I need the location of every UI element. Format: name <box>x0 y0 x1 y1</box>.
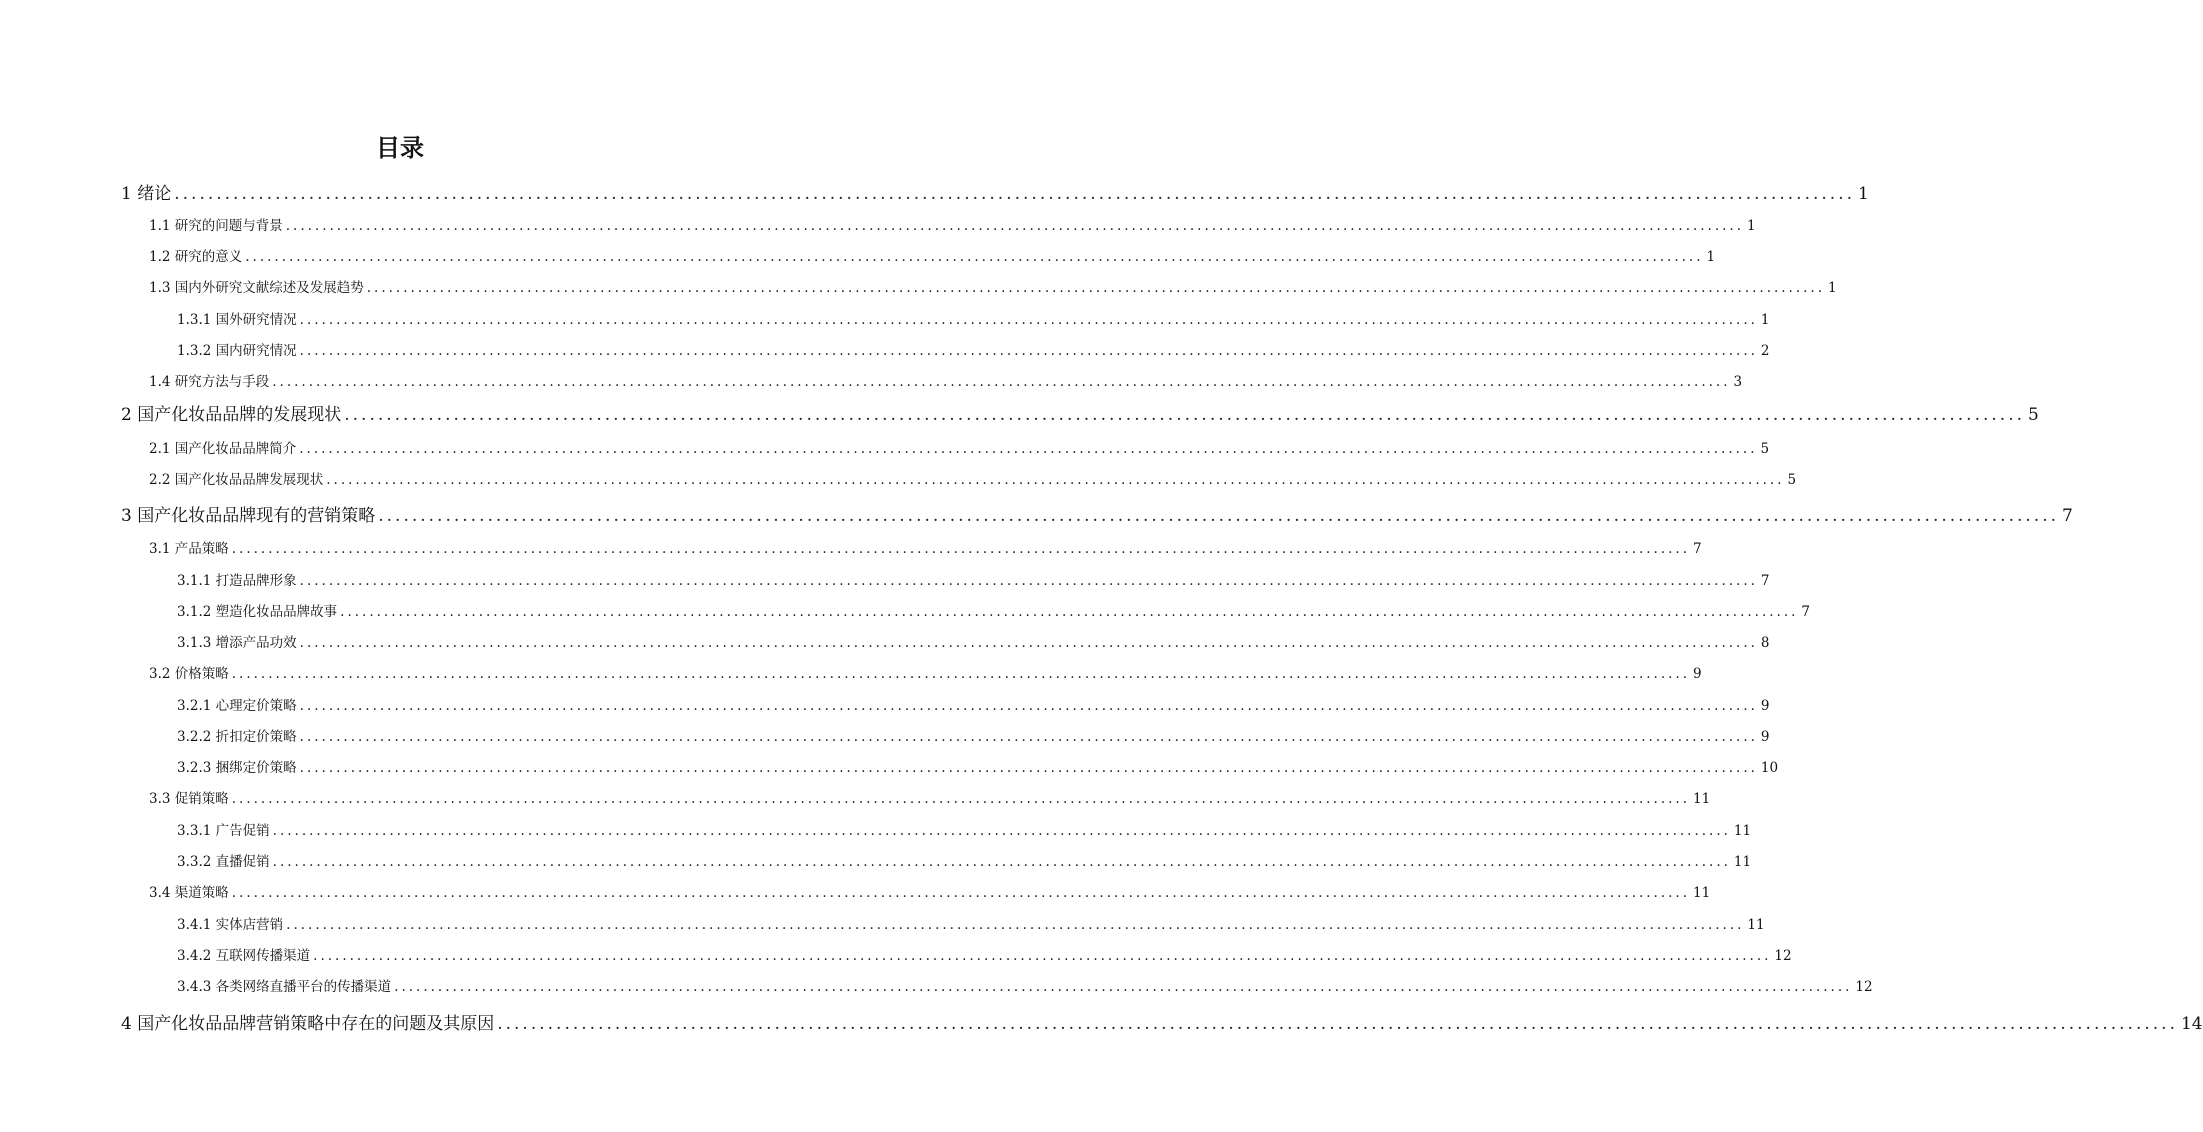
toc-entry[interactable] <box>149 370 1743 390</box>
toc-entry[interactable] <box>149 537 1702 557</box>
toc-page-number: 5 <box>2028 405 2039 425</box>
toc-page-number: 12 <box>1774 948 1792 964</box>
toc-leader-dots: ........................................................................................................................................................................................................ <box>326 472 1785 488</box>
toc-leader-dots: ........................................................................................................................................................................................................ <box>231 541 1691 557</box>
toc-entry[interactable] <box>149 787 1711 807</box>
toc-entry-label: 3.4.1 实体店营销 <box>177 917 284 933</box>
toc-page-number: 2 <box>1760 343 1770 359</box>
toc-entry[interactable] <box>149 245 1716 265</box>
toc-entry[interactable] <box>149 437 1770 457</box>
toc-leader-dots: ........................................................................................................................................................................................................ <box>245 249 1704 265</box>
toc-entry[interactable] <box>177 944 1792 964</box>
toc-entry[interactable] <box>149 881 1711 901</box>
toc-page-number: 3 <box>1733 374 1743 390</box>
toc-page-number: 7 <box>1760 573 1770 589</box>
toc-page-number: 9 <box>1760 698 1770 714</box>
toc-page-number: 5 <box>1787 472 1797 488</box>
toc-page-number: 1 <box>1858 184 1869 204</box>
toc-page-number: 10 <box>1760 760 1779 776</box>
toc-entry[interactable] <box>121 401 2039 425</box>
toc-entry-label: 1.3.2 国内研究情况 <box>177 343 297 359</box>
toc-leader-dots: ........................................................................................................................................................................................................ <box>174 184 1855 204</box>
toc-entry[interactable] <box>149 276 1837 296</box>
toc-entry[interactable] <box>121 1010 2203 1034</box>
toc-leader-dots: ........................................................................................................................................................................................................ <box>366 280 1826 296</box>
toc-entry[interactable] <box>177 569 1770 589</box>
toc-entry-label: 3.2 价格策略 <box>149 666 229 682</box>
toc-page-number: 8 <box>1760 635 1770 651</box>
toc-leader-dots: ........................................................................................................................................................................................................ <box>344 405 2025 425</box>
toc-leader-dots: ........................................................................................................................................................................................................ <box>497 1014 2178 1034</box>
toc-leader-dots: ........................................................................................................................................................................................................ <box>231 791 1691 807</box>
toc-entry-label: 3.1.2 塑造化妆品品牌故事 <box>177 604 338 620</box>
toc-entry-label: 3.3 促销策略 <box>149 791 229 807</box>
toc-entry[interactable] <box>177 339 1770 359</box>
toc-page-number: 9 <box>1693 666 1702 682</box>
toc-entry[interactable] <box>149 468 1797 488</box>
toc-entry[interactable] <box>177 694 1770 714</box>
toc-entry-label: 3 国产化妆品品牌现有的营销策略 <box>121 506 376 526</box>
toc-leader-dots: ........................................................................................................................................................................................................ <box>340 604 1799 620</box>
toc-entry[interactable] <box>177 756 1779 776</box>
toc-entry-label: 3.2.2 折扣定价策略 <box>177 729 297 745</box>
toc-entry[interactable] <box>177 725 1770 745</box>
toc-entry-label: 3.4.2 互联网传播渠道 <box>177 948 311 964</box>
toc-entry[interactable] <box>177 631 1770 651</box>
toc-leader-dots: ........................................................................................................................................................................................................ <box>299 760 1758 776</box>
toc-page-number: 11 <box>1693 791 1711 807</box>
toc-page-number: 5 <box>1760 441 1770 457</box>
toc-page-number: 9 <box>1760 729 1770 745</box>
toc-entry-label: 3.2.3 捆绑定价策略 <box>177 760 297 776</box>
toc-page-number: 11 <box>1733 854 1752 870</box>
toc-page-number: 14 <box>2180 1014 2203 1034</box>
toc-leader-dots: ........................................................................................................................................................................................................ <box>286 917 1745 933</box>
toc-entry-label: 3.4.3 各类网络直播平台的传播渠道 <box>177 979 392 995</box>
toc-entry-label: 1.3.1 国外研究情况 <box>177 312 297 328</box>
toc-leader-dots: ........................................................................................................................................................................................................ <box>231 885 1691 901</box>
toc-leader-dots: ........................................................................................................................................................................................................ <box>272 854 1731 870</box>
toc-entry-label: 3.3.2 直播促销 <box>177 854 270 870</box>
toc-entry-label: 2 国产化妆品品牌的发展现状 <box>121 405 342 425</box>
toc-entry[interactable] <box>121 502 2073 526</box>
toc-entry-label: 3.3.1 广告促销 <box>177 823 270 839</box>
toc-entry-label: 2.2 国产化妆品品牌发展现状 <box>149 472 324 488</box>
toc-entry-label: 3.4 渠道策略 <box>149 885 229 901</box>
toc-entry-label: 1.3 国内外研究文献综述及发展趋势 <box>149 280 364 296</box>
toc-entry[interactable] <box>177 913 1765 933</box>
toc-leader-dots: ........................................................................................................................................................................................................ <box>299 441 1758 457</box>
toc-page-number: 7 <box>1693 541 1702 557</box>
toc-page-number: 7 <box>1801 604 1811 620</box>
toc-page-number: 1 <box>1747 218 1756 234</box>
toc-page-number: 11 <box>1693 885 1711 901</box>
toc-entry-label: 1.4 研究方法与手段 <box>149 374 270 390</box>
toc-leader-dots: ........................................................................................................................................................................................................ <box>299 698 1758 714</box>
toc-entry-label: 1 绪论 <box>121 184 172 204</box>
toc-entry-label: 3.1.1 打造品牌形象 <box>177 573 297 589</box>
toc-leader-dots: ........................................................................................................................................................................................................ <box>299 573 1758 589</box>
toc-leader-dots: ........................................................................................................................................................................................................ <box>285 218 1745 234</box>
toc-leader-dots: ........................................................................................................................................................................................................ <box>299 635 1758 651</box>
toc-entry[interactable] <box>149 662 1702 682</box>
toc-entry-label: 3.2.1 心理定价策略 <box>177 698 297 714</box>
toc-entry[interactable] <box>177 308 1770 328</box>
toc-entry[interactable] <box>121 180 1869 204</box>
toc-page-number: 1 <box>1760 312 1770 328</box>
toc-entry-label: 1.2 研究的意义 <box>149 249 243 265</box>
toc-entry-label: 4 国产化妆品品牌营销策略中存在的问题及其原因 <box>121 1014 495 1034</box>
toc-leader-dots: ........................................................................................................................................................................................................ <box>394 979 1853 995</box>
toc-page-number: 1 <box>1828 280 1837 296</box>
toc-page-number: 11 <box>1733 823 1752 839</box>
toc-entry[interactable] <box>149 214 1756 234</box>
toc-leader-dots: ........................................................................................................................................................................................................ <box>299 312 1758 328</box>
toc-title: 目录 <box>376 134 424 162</box>
toc-entry[interactable] <box>177 850 1752 870</box>
toc-leader-dots: ........................................................................................................................................................................................................ <box>272 823 1731 839</box>
toc-leader-dots: ........................................................................................................................................................................................................ <box>299 343 1758 359</box>
toc-page-number: 7 <box>2062 506 2073 526</box>
toc-page-number: 11 <box>1747 917 1765 933</box>
toc-leader-dots: ........................................................................................................................................................................................................ <box>272 374 1731 390</box>
toc-entry-label: 2.1 国产化妆品品牌简介 <box>149 441 297 457</box>
toc-leader-dots: ........................................................................................................................................................................................................ <box>378 506 2059 526</box>
toc-entry[interactable] <box>177 600 1811 620</box>
toc-entry[interactable] <box>177 975 1873 995</box>
toc-page-number: 1 <box>1706 249 1716 265</box>
toc-leader-dots: ........................................................................................................................................................................................................ <box>299 729 1758 745</box>
toc-entry-label: 3.1 产品策略 <box>149 541 229 557</box>
toc-leader-dots: ........................................................................................................................................................................................................ <box>313 948 1772 964</box>
toc-leader-dots: ........................................................................................................................................................................................................ <box>231 666 1691 682</box>
toc-entry-label: 1.1 研究的问题与背景 <box>149 218 283 234</box>
toc-page-number: 12 <box>1855 979 1873 995</box>
toc-entry-label: 3.1.3 增添产品功效 <box>177 635 297 651</box>
toc-entry[interactable] <box>177 819 1752 839</box>
